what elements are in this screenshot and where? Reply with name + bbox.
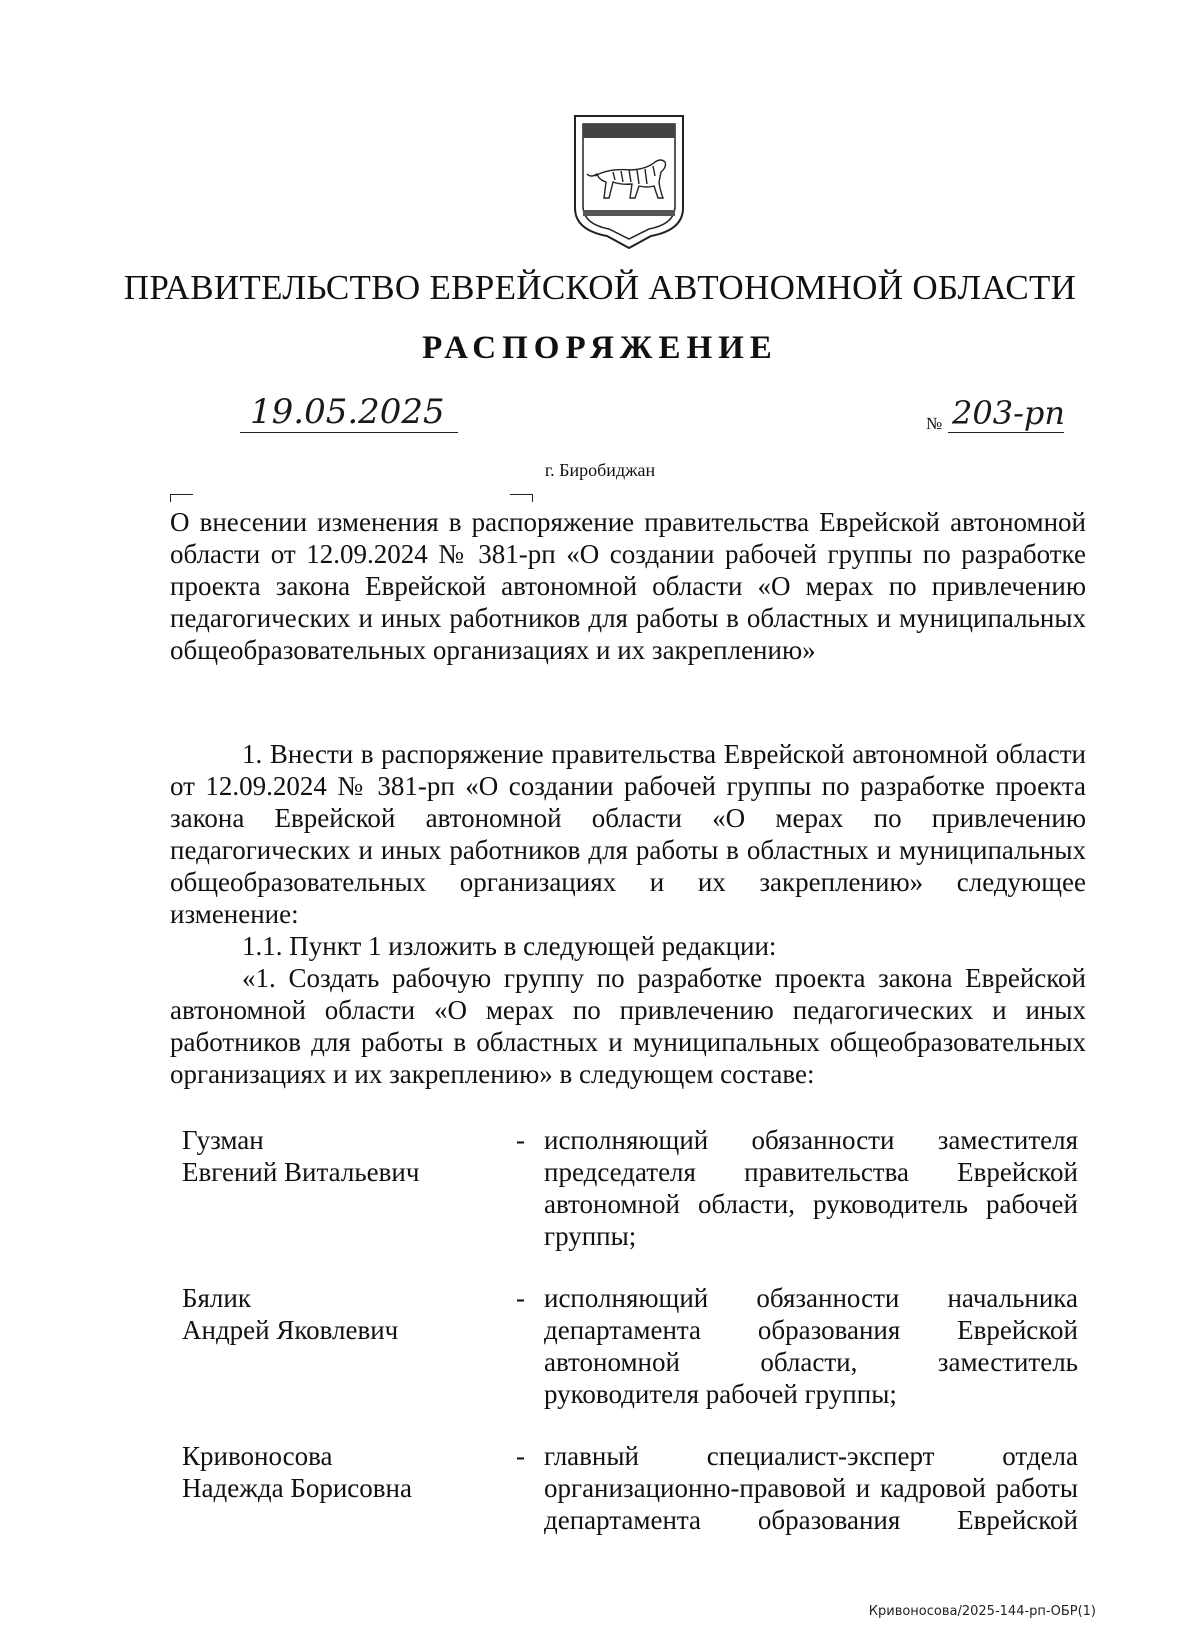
- member-role-line: автономной области, заместитель: [544, 1347, 1078, 1377]
- organization-title: ПРАВИТЕЛЬСТВО ЕВРЕЙСКОЙ АВТОНОМНОЙ ОБЛАСТИ: [123, 268, 1077, 307]
- title-line: области от 12.09.2024 № 381-рп «О создании рабочей группы по разработке: [170, 539, 1086, 569]
- title-line: общеобразовательных организациях и их закреплению»: [170, 635, 816, 665]
- title-line: проекта закона Еврейской автономной области «О мерах по привлечению: [170, 571, 1086, 601]
- date-underline: [240, 432, 458, 433]
- member-role-line: исполняющий обязанности заместителя: [544, 1125, 1078, 1155]
- footer-document-code: Кривоносова/2025-144-рп-ОБР(1): [868, 1604, 1096, 1619]
- body-line: «1. Создать рабочую группу по разработке проекта закона Еврейской: [242, 963, 1086, 993]
- member-role-line: руководителя рабочей группы;: [544, 1379, 897, 1409]
- title-bracket-left: [170, 494, 193, 502]
- body-line: общеобразовательных организациях и их закреплению» следующее: [170, 867, 1086, 897]
- member-role-line: автономной области, руководитель рабочей: [544, 1189, 1078, 1219]
- number-label: №: [926, 414, 943, 433]
- member-surname: Гузман: [182, 1125, 264, 1155]
- title-line: педагогических и иных работников для работы в областных и муниципальных: [170, 603, 1086, 633]
- handwritten-date: 19.05.2025: [250, 392, 445, 432]
- body-line: 1. Внести в распоряжение правительства Еврейской автономной области: [242, 739, 1086, 769]
- member-surname: Кривоносова: [182, 1441, 333, 1471]
- body-line: закона Еврейской автономной области «О мерах по привлечению: [170, 803, 1086, 833]
- number-underline: [948, 432, 1064, 433]
- member-role-line: департамента образования Еврейской: [544, 1505, 1078, 1535]
- coat-of-arms-emblem: [569, 112, 689, 250]
- title-bracket-right: [510, 494, 533, 502]
- member-dash: -: [516, 1441, 525, 1471]
- member-role-line: главный специалист-эксперт отдела: [544, 1441, 1078, 1471]
- body-line: 1.1. Пункт 1 изложить в следующей редакции:: [242, 931, 777, 961]
- body-line: изменение:: [170, 899, 299, 929]
- body-line: организациях и их закреплению» в следующем составе:: [170, 1059, 815, 1089]
- member-role-line: председателя правительства Еврейской: [544, 1157, 1078, 1187]
- body-line: педагогических и иных работников для работы в областных и муниципальных: [170, 835, 1086, 865]
- document-type-heading: РАСПОРЯЖЕНИЕ: [422, 330, 778, 366]
- body-line: от 12.09.2024 № 381-рп «О создании рабочей группы по разработке проекта: [170, 771, 1086, 801]
- title-line: О внесении изменения в распоряжение правительства Еврейской автономной: [170, 507, 1086, 537]
- member-role-line: группы;: [544, 1221, 637, 1251]
- member-given-names: Надежда Борисовна: [182, 1473, 412, 1503]
- handwritten-document-number: 203-рп: [952, 394, 1065, 432]
- member-dash: -: [516, 1283, 525, 1313]
- member-role-line: исполняющий обязанности начальника: [544, 1283, 1078, 1313]
- member-role-line: организационно-правовой и кадровой работы: [544, 1473, 1078, 1503]
- member-given-names: Андрей Яковлевич: [182, 1315, 399, 1345]
- member-given-names: Евгений Витальевич: [182, 1157, 420, 1187]
- body-line: работников для работы в областных и муниципальных общеобразовательных: [170, 1027, 1086, 1057]
- body-line: автономной области «О мерах по привлечению педагогических и иных: [170, 995, 1086, 1025]
- member-surname: Бялик: [182, 1283, 251, 1313]
- member-dash: -: [516, 1125, 525, 1155]
- city-name: г. Биробиджан: [544, 460, 656, 480]
- member-role-line: департамента образования Еврейской: [544, 1315, 1078, 1345]
